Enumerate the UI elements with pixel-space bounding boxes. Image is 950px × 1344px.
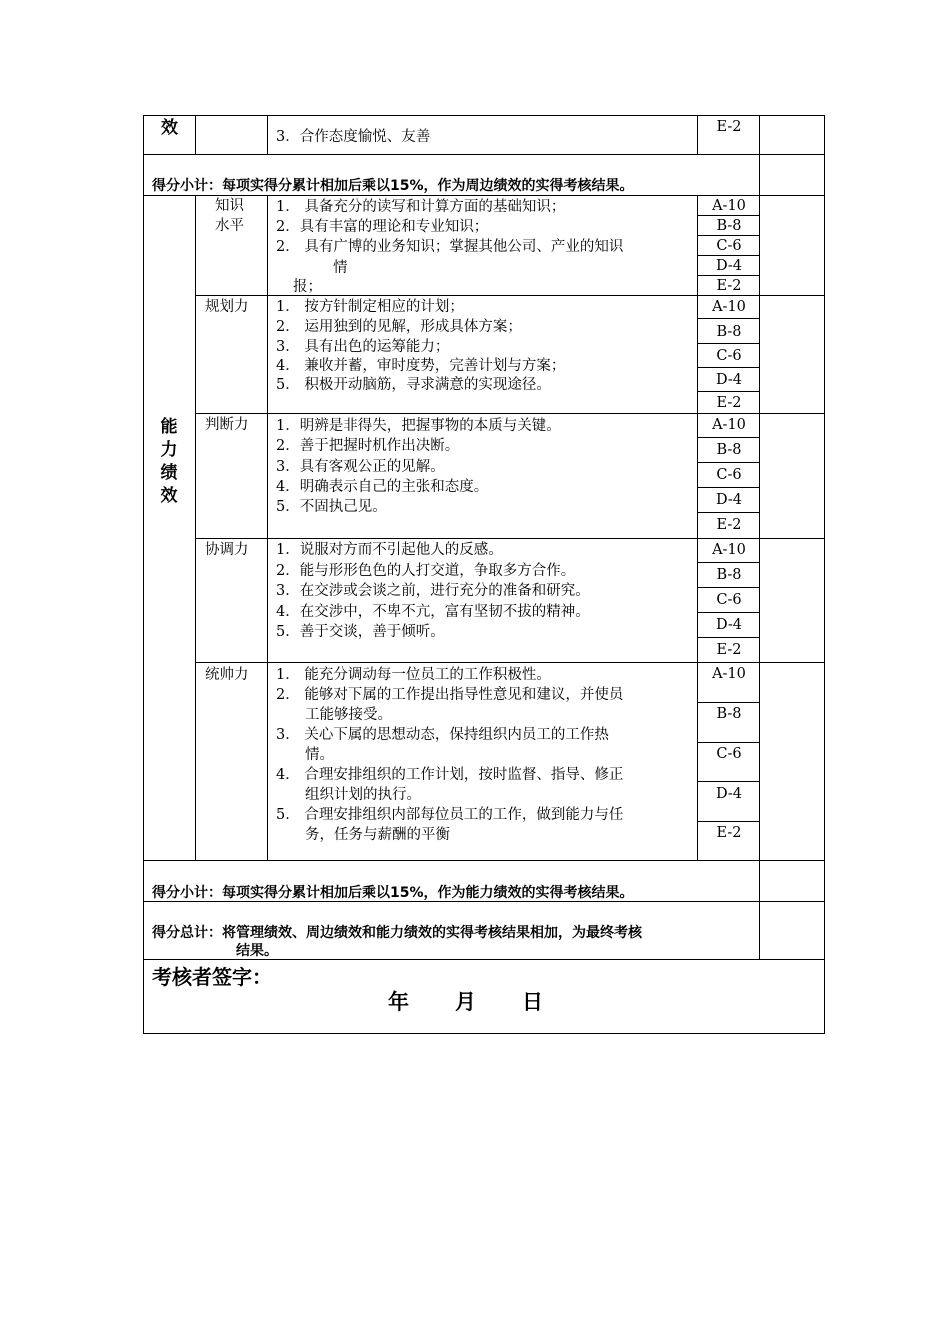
criterion-item: 4．明确表示自己的主张和态度。 (276, 479, 489, 495)
group-name: 统帅力 (205, 667, 249, 683)
grade-option: D-4 (715, 258, 743, 274)
criterion-item: 报； (293, 279, 322, 295)
criterion-item: 1． 能充分调动每一位员工的工作积极性。 (276, 667, 551, 683)
grade-option: A-10 (712, 417, 746, 433)
grade-option: E-2 (716, 278, 742, 294)
grade-option: A-10 (712, 542, 746, 558)
criterion-item: 4． 兼收并蓄，审时度势，完善计划与方案； (276, 358, 566, 374)
criterion-item: 2．能与形形色色的人打交道，争取多方合作。 (276, 563, 576, 579)
grade-option: C-6 (716, 592, 742, 608)
grade-option: B-8 (716, 567, 742, 583)
grade-option: C-6 (716, 746, 742, 762)
criterion-item: 1． 按方针制定相应的计划； (276, 299, 464, 315)
criterion-item: 工能够接受。 (305, 707, 392, 723)
criterion-item: 4． 合理安排组织的工作计划，按时监督、指导、修正 (276, 767, 624, 783)
criterion-item: 务，任务与薪酬的平衡 (305, 827, 450, 843)
criterion-item: 组织计划的执行。 (305, 787, 421, 803)
criterion-item: 4．在交涉中，不卑不亢，富有坚韧不拔的精神。 (276, 604, 590, 620)
criterion-item: 5． 合理安排组织内部每位员工的工作，做到能力与任 (276, 807, 624, 823)
grade-option: D-4 (715, 492, 743, 508)
category-char: 力 (160, 440, 178, 460)
group-name: 知识 (215, 198, 244, 214)
criterion-item: 5．善于交谈，善于倾听。 (276, 624, 445, 640)
grade-option: E-2 (716, 642, 742, 658)
grade-option: A-10 (712, 666, 746, 682)
criterion-item: 情。 (305, 747, 334, 763)
signature-label: 考核者签字： (152, 965, 272, 989)
grade-option: E-2 (716, 395, 742, 411)
grade-option: A-10 (712, 299, 746, 315)
grade-option: E-2 (716, 517, 742, 533)
criterion-item: 5．不固执己见。 (276, 499, 387, 515)
criterion-item: 2． 具有广博的业务知识；掌握其他公司、产业的知识 (276, 239, 624, 255)
grand-total-note-cont: 结果。 (236, 943, 278, 959)
criterion-item: 2． 能够对下属的工作提出指导性意见和建议，并使员 (276, 687, 624, 703)
criterion-item: 情 (333, 260, 348, 276)
group-name: 水平 (215, 218, 244, 234)
grade-option: E-2 (716, 825, 742, 841)
category-label-peripheral: 效 (161, 118, 178, 138)
grade-option: C-6 (716, 467, 742, 483)
peripheral-subtotal-note: 得分小计：每项实得分累计相加后乘以15%，作为周边绩效的实得考核结果。 (152, 178, 634, 194)
grade-option: D-4 (715, 617, 743, 633)
grade-option: B-8 (716, 218, 742, 234)
grade-option: D-4 (715, 372, 743, 388)
category-char: 绩 (160, 463, 178, 483)
criterion-item: 5． 积极开动脑筋，寻求满意的实现途径。 (276, 377, 551, 393)
grade-option: C-6 (716, 238, 742, 254)
date-month: 月 (455, 990, 476, 1014)
date-year: 年 (388, 990, 409, 1014)
criterion-item: 3．具有客观公正的见解。 (276, 459, 445, 475)
criterion-item: 1．说服对方而不引起他人的反感。 (276, 542, 503, 558)
criterion-item: 1． 具备充分的读写和计算方面的基础知识； (276, 199, 566, 215)
group-name: 判断力 (205, 417, 249, 433)
grade-option: A-10 (712, 198, 746, 214)
criterion-item: 2．善于把握时机作出决断。 (276, 438, 460, 454)
criterion-item: 2． 运用独到的见解，形成具体方案； (276, 319, 522, 335)
date-day: 日 (522, 990, 543, 1014)
grade-option: C-6 (716, 348, 742, 364)
group-name: 规划力 (205, 299, 249, 315)
group-name: 协调力 (205, 542, 249, 558)
grade-option: D-4 (715, 786, 743, 802)
category-char: 效 (160, 486, 178, 506)
criterion-item: 3． 具有出色的运筹能力； (276, 339, 450, 355)
grade-option: B-8 (716, 442, 742, 458)
criterion-item: 1．明辨是非得失，把握事物的本质与关键。 (276, 418, 561, 434)
ability-subtotal-note: 得分小计：每项实得分累计相加后乘以15%，作为能力绩效的实得考核结果。 (152, 885, 634, 901)
criterion-item: 3．合作态度愉悦、友善 (276, 129, 431, 145)
grade-option: E-2 (716, 119, 742, 135)
criterion-item: 2．具有丰富的理论和专业知识； (276, 219, 489, 235)
criterion-item: 3． 关心下属的思想动态，保持组织内员工的工作热 (276, 727, 609, 743)
criterion-item: 3．在交涉或会谈之前，进行充分的准备和研究。 (276, 583, 590, 599)
grade-option: B-8 (716, 324, 742, 340)
grade-option: B-8 (716, 706, 742, 722)
grand-total-note: 得分总计：将管理绩效、周边绩效和能力绩效的实得考核结果相加，为最终考核 (152, 925, 642, 941)
category-char: 能 (160, 417, 178, 437)
